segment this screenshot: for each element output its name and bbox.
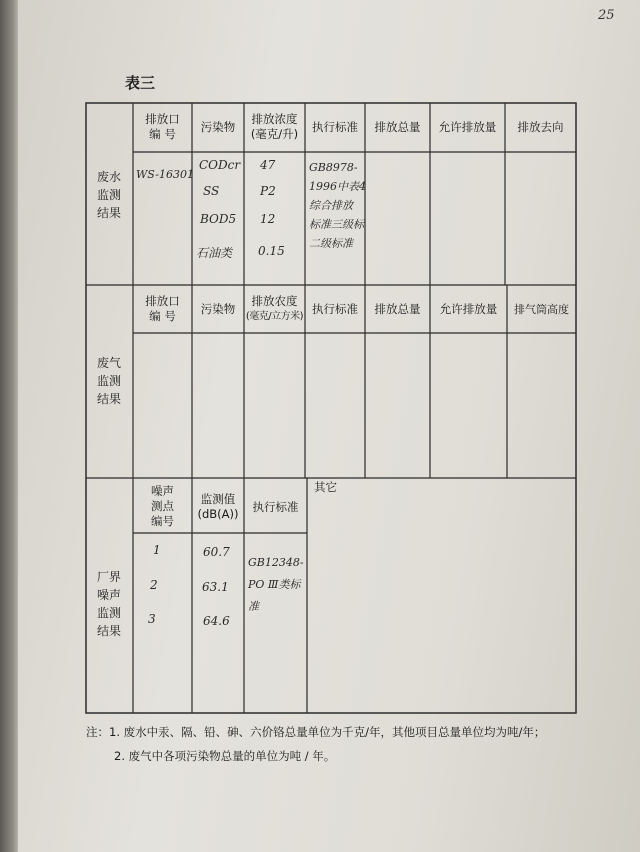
standard-line: GB8978- [309,161,358,174]
header-line: (毫克/立方米) [245,311,304,322]
header-line: 排放口 [145,294,180,308]
label-line: 结果 [96,206,121,220]
pollutant-item: SS [203,184,220,198]
concentration-value: 47 [260,158,276,172]
header-other: 其它 [314,480,337,494]
wastewater-section-label [96,168,122,222]
pollutant-item: 石油类 [196,246,233,260]
noise-point-number: 2 [150,578,158,592]
wastewater-standard-value [309,158,366,253]
header-destination: 排放去向 [517,120,564,134]
header-line: 编 号 [149,127,176,141]
header-point-no [133,484,192,529]
noise-standard-value [248,552,304,618]
label-line: 厂界 [96,570,121,584]
label-line: 监测 [96,374,121,388]
noise-measured-value: 63.1 [202,580,229,594]
standard-line: 综合排放 [309,199,353,212]
header-standard: 执行标准 [312,120,358,134]
header-line: 编号 [151,514,174,528]
noise-section-label [96,568,122,640]
note-1: 注：1. 废水中汞、隔、铅、砷、六价铬总量单位为千克/年，其他项目总量单位均为吨/年； [86,725,546,739]
label-line: 废水 [96,170,121,184]
exhaust-section-label [96,354,122,408]
header-value [192,492,244,522]
label-line: 结果 [96,392,121,406]
header-line: 排放农度 [251,294,298,308]
header-line: 排放口 [145,112,180,126]
standard-line: 准 [248,600,259,613]
standard-line: 二级标准 [309,237,353,250]
header-total: 排放总量 [374,120,421,134]
noise-measured-value: 64.6 [203,614,230,628]
header-line: 监测值 [200,492,236,506]
header-line: 编 号 [149,309,176,323]
header-concentration [244,112,305,142]
header-pollutant: 污染物 [200,302,236,316]
header-outlet-no [133,294,192,324]
label-line: 结果 [96,624,121,638]
pollutant-item: BOD5 [200,212,237,226]
note-2: 2. 废气中各项污染物总量的单位为吨 / 年。 [114,749,336,763]
label-line: 噪声 [96,588,121,602]
standard-line: PO Ⅲ类标 [248,578,301,591]
header-line: 测点 [151,499,174,513]
header-line: 噪声 [151,484,174,498]
standard-line: 1996中表4 [309,180,366,193]
header-concentration [244,294,305,324]
label-line: 监测 [96,606,121,620]
outlet-number-value: WS-16301 [136,168,194,181]
label-line: 监测 [96,188,121,202]
header-allowed: 允许排放量 [438,120,497,134]
header-pollutant: 污染物 [200,120,236,134]
label-line: 废气 [96,356,121,370]
concentration-value: 0.15 [258,244,285,258]
noise-point-number: 1 [153,543,161,557]
page-corner-mark: 25 [598,8,615,23]
header-total: 排放总量 [374,302,421,316]
header-line: (dB(A)) [197,507,239,521]
concentration-value: P2 [260,184,276,198]
header-allowed: 允许排放量 [439,302,498,316]
header-line: 排放浓度 [251,112,298,126]
standard-line: GB12348- [248,556,304,569]
page-title: 表三 [125,74,156,92]
header-outlet-no [133,112,192,142]
pollutant-item: CODcr [199,158,241,172]
concentration-value: 12 [260,212,276,226]
standard-line: 标准三级标 [309,218,364,231]
noise-point-number: 3 [148,612,156,626]
header-standard: 执行标准 [312,302,358,316]
header-stack-height: 排气筒高度 [514,303,569,316]
header-line: (毫克/升) [250,127,299,141]
header-standard: 执行标准 [252,500,299,514]
noise-measured-value: 60.7 [203,545,230,559]
